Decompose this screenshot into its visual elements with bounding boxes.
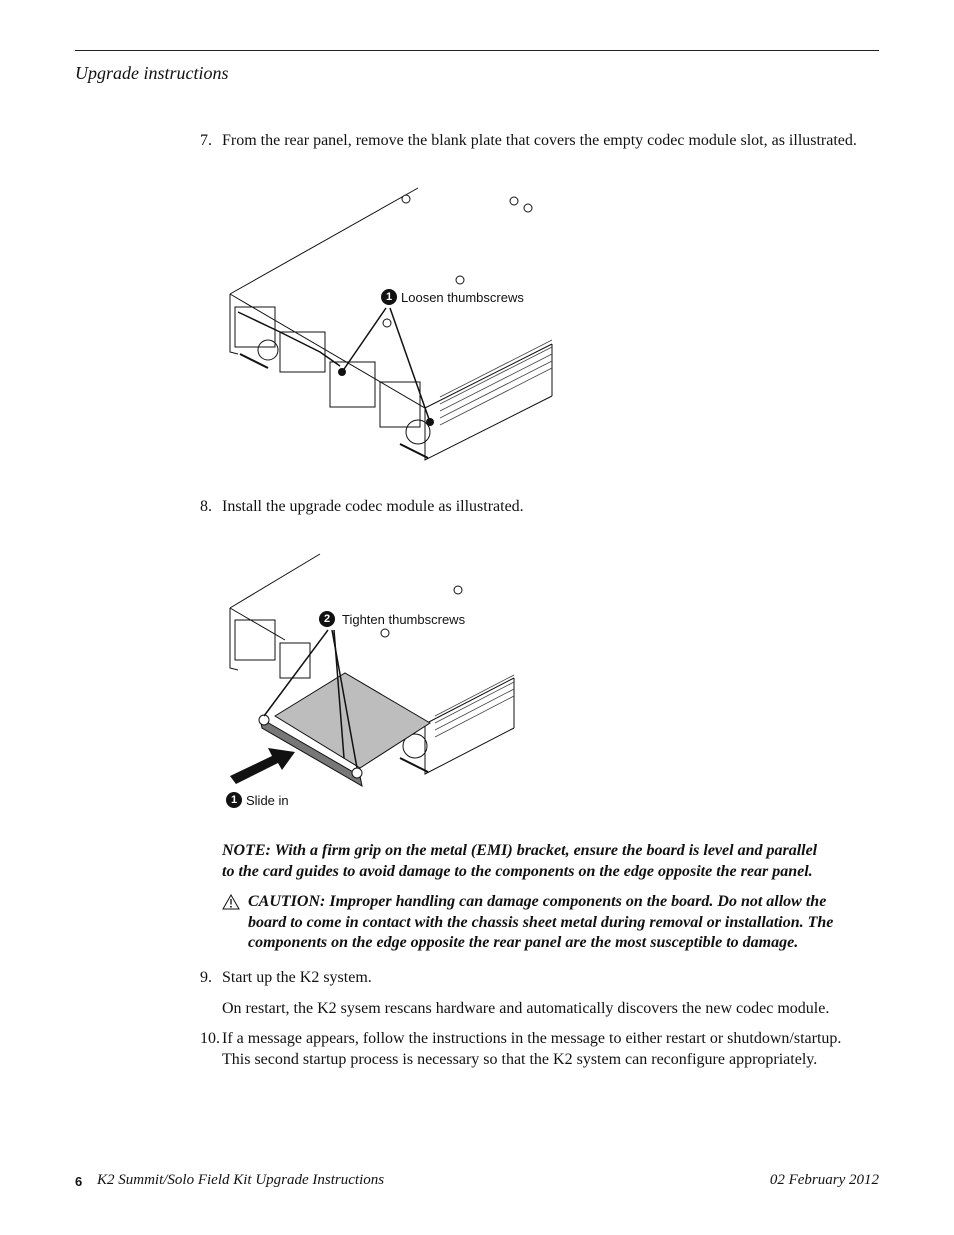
step-number: 8. [200,498,212,515]
section-title: Upgrade instructions [75,63,229,83]
step-9-detail: On restart, the K2 sysem rescans hardware and automatically discovers the new codec module. [222,1000,830,1017]
callout-number-badge: 1 [226,792,242,808]
step-text: If a message appears, follow the instructions in the message to either restart or shutdown/startup. [222,1030,842,1047]
step-text: From the rear panel, remove the blank plate that covers the empty codec module slot, as illustrated. [222,132,857,149]
note-block [222,841,817,882]
step-number: 10. [200,1030,220,1047]
chassis-illustration-2 [220,548,520,813]
document-title: K2 Summit/Solo Field Kit Upgrade Instructions [97,1172,385,1188]
step-text: Start up the K2 system. [222,969,372,986]
callout-slide-in [226,792,289,808]
step-number: 9. [200,969,212,986]
caution-triangle-icon [222,894,240,910]
chassis-illustration-1 [220,182,560,467]
figure-install-codec-module [220,548,520,813]
caution-line: components on the edge opposite the rear panel are the most susceptible to damage. [248,934,799,951]
note-line: NOTE: With a firm grip on the metal (EMI) bracket, ensure the board is level and parallel [222,842,818,859]
figure-remove-blank-plate [220,182,560,467]
document-date: 02 February 2012 [769,1172,879,1188]
callout-label: Loosen thumbscrews [401,289,524,305]
callout-loosen-thumbscrews [381,289,524,305]
callout-number-badge: 1 [381,289,397,305]
callout-label: Slide in [246,792,289,808]
header-rule [75,50,879,51]
step-text: Install the upgrade codec module as illustrated. [222,498,524,515]
callout-tighten-thumbscrews [319,611,465,627]
caution-block [248,892,833,954]
step-number: 7. [200,132,212,149]
callout-label: Tighten thumbscrews [342,611,466,627]
caution-line: board to come in contact with the chassis sheet metal during removal or installation. The [248,913,834,931]
callout-number-badge: 2 [319,611,335,627]
caution-line: CAUTION: Improper handling can damage components on the board. Do not allow the [248,893,827,910]
note-line: to the card guides to avoid damage to the components on the edge opposite the rear panel. [222,862,813,880]
step-10-continuation: This second startup process is necessary so that the K2 system can reconfigure appropriately. [222,1051,818,1068]
page-number: 6 [75,1174,83,1189]
